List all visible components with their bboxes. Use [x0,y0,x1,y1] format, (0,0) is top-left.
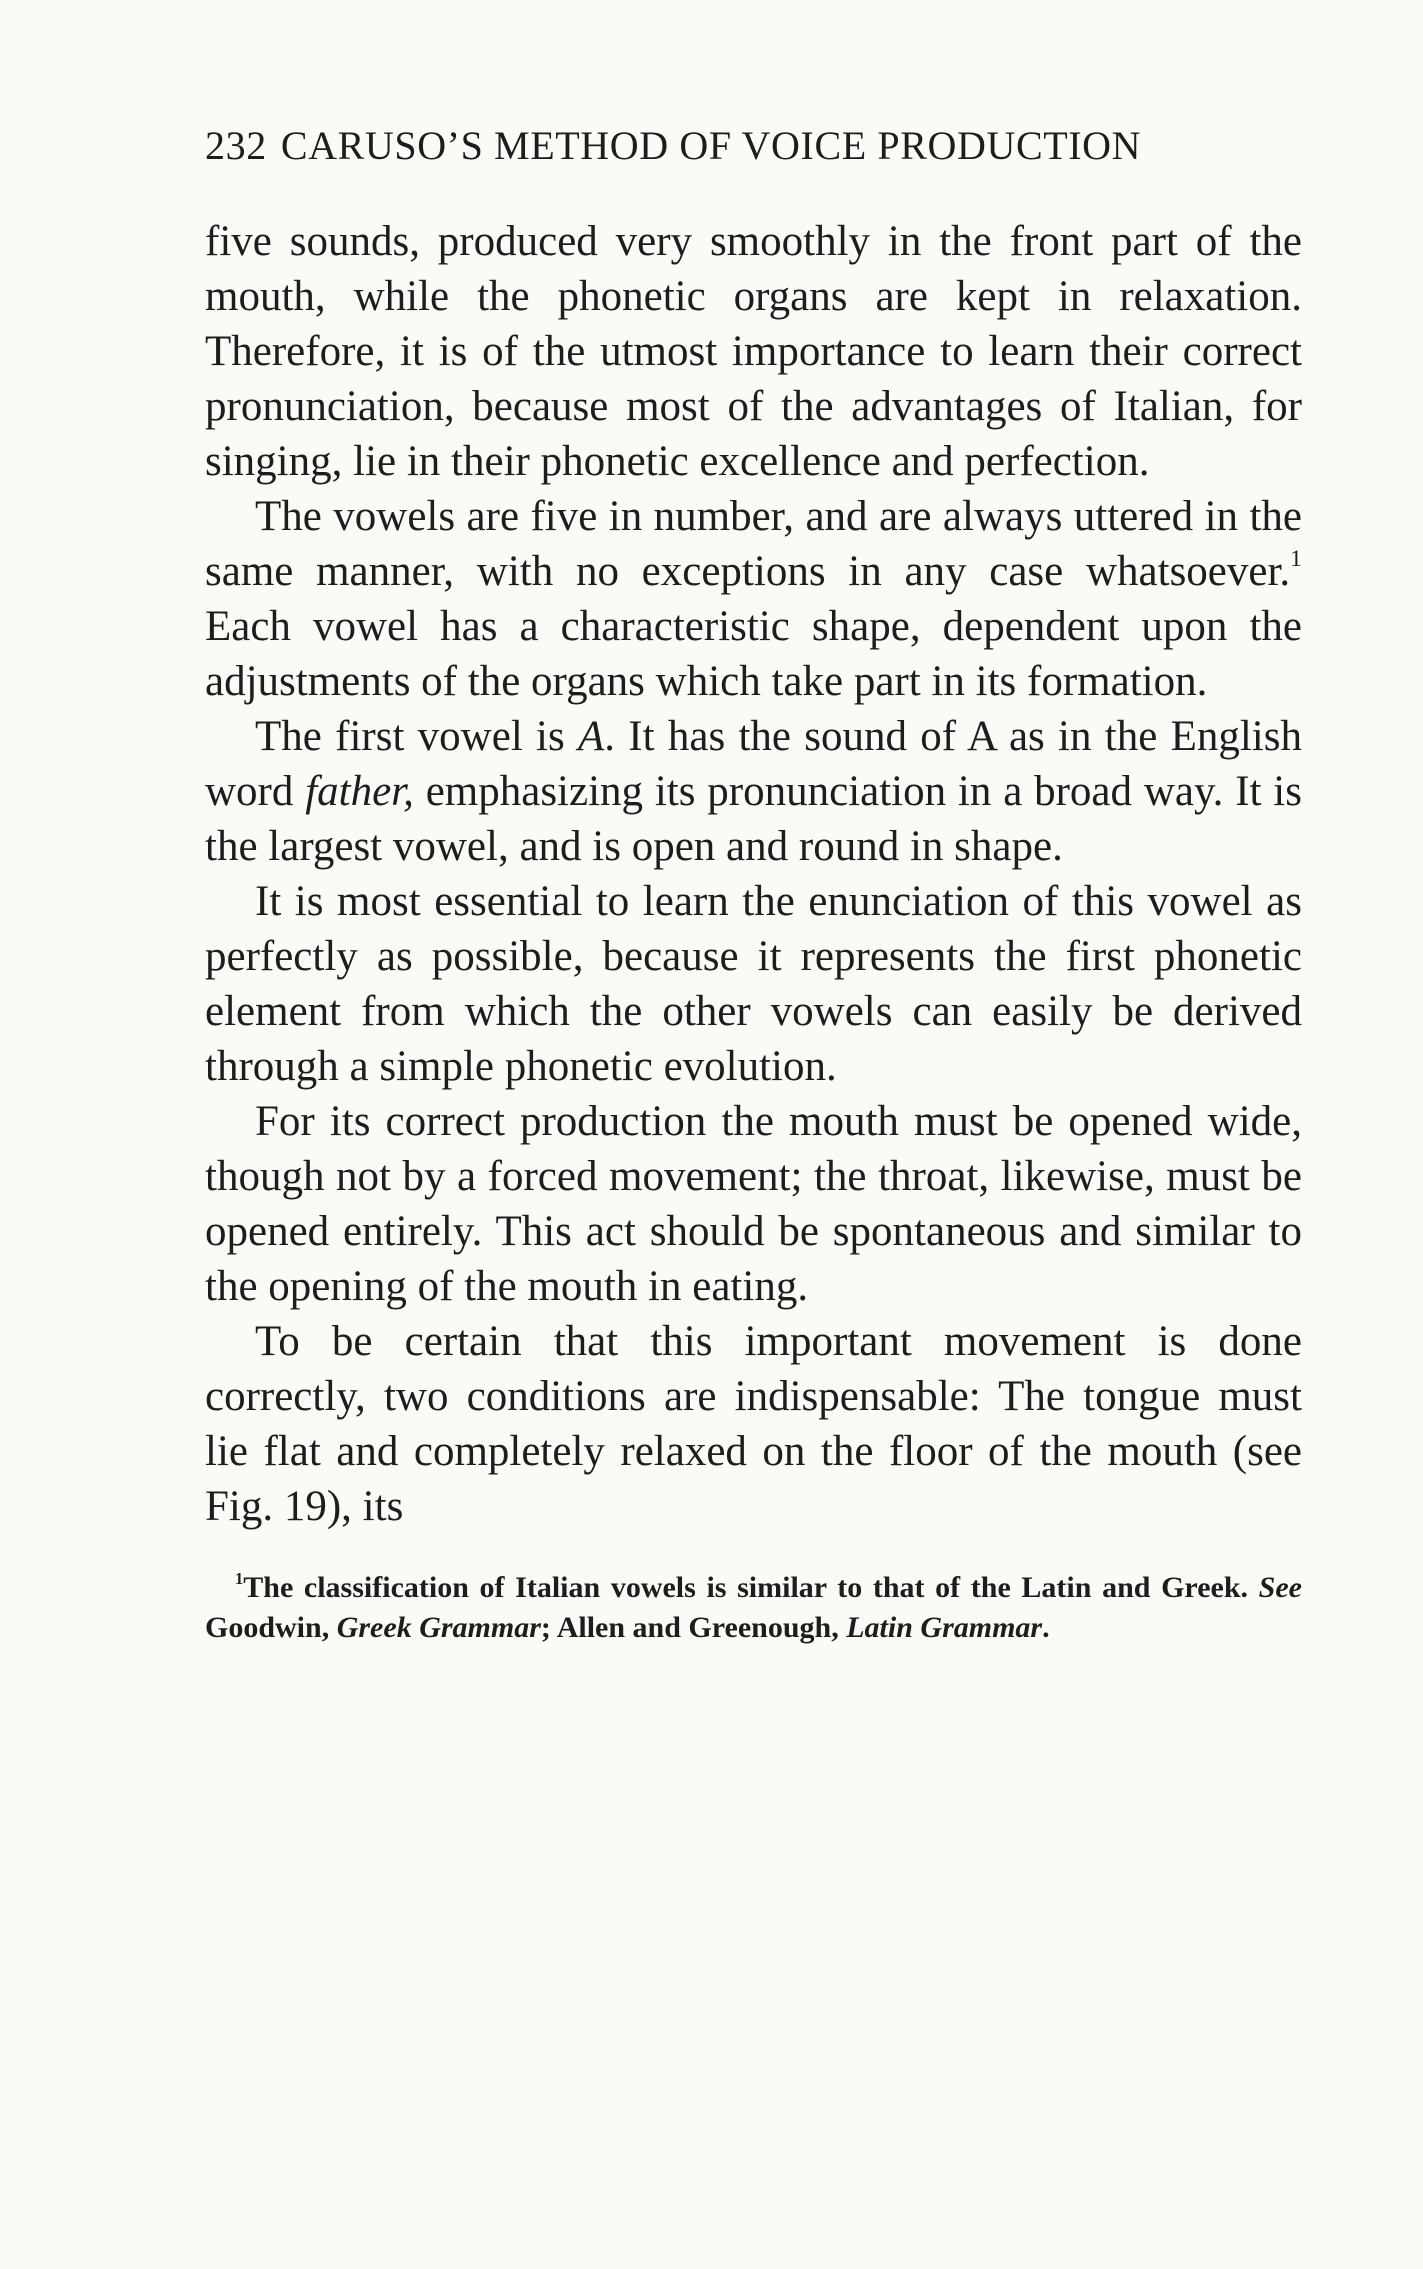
footnotes [205,1568,1302,1648]
paragraph-conditions: To be certain that this important movement is done correctly, two conditions are indispensable: The tongue must lie flat and completely relaxed on the floor of the mouth (see Fig. 19), its [205,1318,1302,1530]
paragraph-text: The first vowel is [255,713,578,760]
footnote-book-title: Latin Grammar [846,1611,1043,1644]
footnote-book-title: Greek Grammar [336,1611,541,1644]
paragraph-text: . It has the sound of A as in the English word [205,713,1302,815]
footnote-see: See [1258,1571,1302,1604]
paragraph-text: Each vowel has a characteristic shape, dependent upon the adjustments of the organs which take part in its formation. [205,603,1302,705]
footnote-reference[interactable]: 1 [1290,546,1302,573]
footnote-text: The classification of Italian vowels is similar to that of the Latin and Greek. [243,1571,1259,1604]
example-word: father, [305,768,414,815]
running-head-title: CARUSO’S METHOD OF VOICE PRODUCTION [280,123,1142,168]
running-head [205,118,1302,174]
footnote-mark: 1 [235,1568,244,1588]
paragraph-first-vowel [205,709,1302,874]
book-page [205,118,1302,1648]
footnote [205,1568,1302,1648]
paragraph-text: emphasizing its pronunciation in a broad way. It is the largest vowel, and is open and round in shape. [205,768,1302,870]
paragraph-continued: five sounds, produced very smoothly in the front part of the mouth, while the phonetic organs are kept in relaxation. Therefore, it is of the utmost importance to learn their correct pronunciation, because most of the advantages of Italian, for singing, lie in their phonetic excellence and perfection. [205,218,1302,485]
paragraph-enunciation: It is most essential to learn the enunciation of this vowel as perfectly as possible, because it represents the first phonetic element from which the other vowels can easily be derived through a simple phonetic evolution. [205,878,1302,1090]
vowel-letter: A [578,713,605,760]
footnote-text: . [1042,1611,1050,1644]
page-number: 232 [205,123,267,168]
footnote-text: Goodwin, [205,1611,337,1644]
paragraph-text: The vowels are five in number, and are always uttered in the same manner, with no exceptions in any case whatsoever. [205,493,1302,595]
body-text [205,214,1302,1534]
paragraph-vowel-count [205,489,1302,709]
paragraph-production: For its correct production the mouth must be opened wide, though not by a forced movement; the throat, likewise, must be opened entirely. This act should be spontaneous and similar to the opening of the mouth in eating. [205,1098,1302,1310]
footnote-text: ; Allen and Greenough, [540,1611,847,1644]
